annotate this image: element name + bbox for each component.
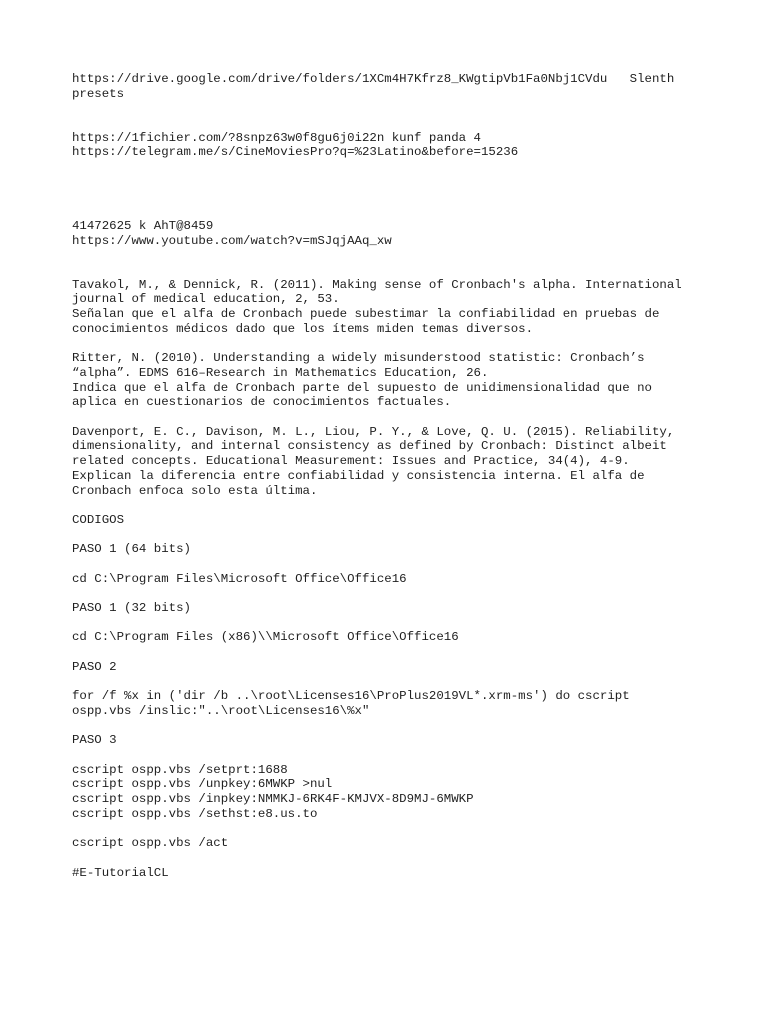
links-block-drive — [72, 72, 712, 101]
section-heading-codigos: CODIGOS — [72, 512, 125, 527]
text-line: dimensionality, and internal consistency as defined by Cronbach: Distinct albeit — [72, 439, 667, 454]
text-line: https://telegram.me/s/CineMoviesPro?q=%23Latino&before=15236 — [72, 145, 519, 160]
text-line: Explican la diferencia entre confiabilidad y consistencia interna. El alfa de — [72, 468, 645, 483]
reference-ritter — [72, 351, 712, 410]
command-line: cscript ospp.vbs /inpkey:NMMKJ-6RK4F-KMJVX-8D9MJ-6MWKP — [72, 792, 474, 807]
text-line: related concepts. Educational Measurement: Issues and Practice, 34(4), 4-9. — [72, 454, 630, 469]
command-line: cscript ospp.vbs /unpkey:6MWKP >nul — [72, 777, 333, 792]
text-line: https://drive.google.com/drive/folders/1XCm4H7Kfrz8_KWgtipVb1Fa0Nbj1CVdu Slenth — [72, 72, 675, 86]
command-block-step3 — [72, 763, 712, 822]
hashtag-signature: #E-TutorialCL — [72, 865, 169, 880]
reference-davenport — [72, 425, 712, 499]
reference-tavakol — [72, 278, 712, 337]
text-line: Cronbach enfoca solo esta última. — [72, 483, 318, 498]
text-line: journal of medical education, 2, 53. — [72, 292, 340, 307]
text-line: Ritter, N. (2010). Understanding a widely misunderstood statistic: Cronbach’s — [72, 351, 645, 366]
command-line: cscript ospp.vbs /setprt:1688 — [72, 762, 288, 777]
text-line: Tavakol, M., & Dennick, R. (2011). Making sense of Cronbach's alpha. International — [72, 277, 682, 292]
command-line: cd C:\Program Files (x86)\\Microsoft Office\Office16 — [72, 630, 459, 645]
command-line-activate: cscript ospp.vbs /act — [72, 836, 229, 851]
text-line: Davenport, E. C., Davison, M. L., Liou, P. Y., & Love, Q. U. (2015). Reliability, — [72, 424, 675, 439]
text-line: presets — [72, 86, 125, 101]
text-line: Señalan que el alfa de Cronbach puede subestimar la confiabilidad en pruebas de — [72, 307, 660, 322]
text-line: https://1fichier.com/?8snpz63w0f8gu6j0i22n kunf panda 4 — [72, 130, 481, 145]
step-heading-1-64: PASO 1 (64 bits) — [72, 542, 191, 557]
credentials-block — [72, 219, 712, 248]
command-line: for /f %x in ('dir /b ..\root\Licenses16\ProPlus2019VL*.xrm-ms') do cscript — [72, 689, 630, 704]
command-line: cscript ospp.vbs /sethst:e8.us.to — [72, 806, 318, 821]
command-line: ospp.vbs /inslic:"..\root\Licenses16\%x" — [72, 703, 370, 718]
text-line: Indica que el alfa de Cronbach parte del supuesto de unidimensionalidad que no — [72, 380, 652, 395]
command-block-step2 — [72, 689, 712, 718]
step-heading-1-32: PASO 1 (32 bits) — [72, 601, 191, 616]
text-line: “alpha”. EDMS 616–Research in Mathematics Education, 26. — [72, 365, 489, 380]
text-line: https://www.youtube.com/watch?v=mSJqjAAq_xw — [72, 233, 392, 248]
document-page — [72, 72, 712, 880]
text-line: aplica en cuestionarios de conocimientos factuales. — [72, 395, 452, 410]
links-block-download — [72, 131, 712, 160]
step-heading-2: PASO 2 — [72, 659, 117, 674]
command-line: cd C:\Program Files\Microsoft Office\Office16 — [72, 571, 407, 586]
step-heading-3: PASO 3 — [72, 733, 117, 748]
text-line: conocimientos médicos dado que los ítems miden temas diversos. — [72, 321, 534, 336]
text-line: 41472625 k AhT@8459 — [72, 218, 214, 233]
